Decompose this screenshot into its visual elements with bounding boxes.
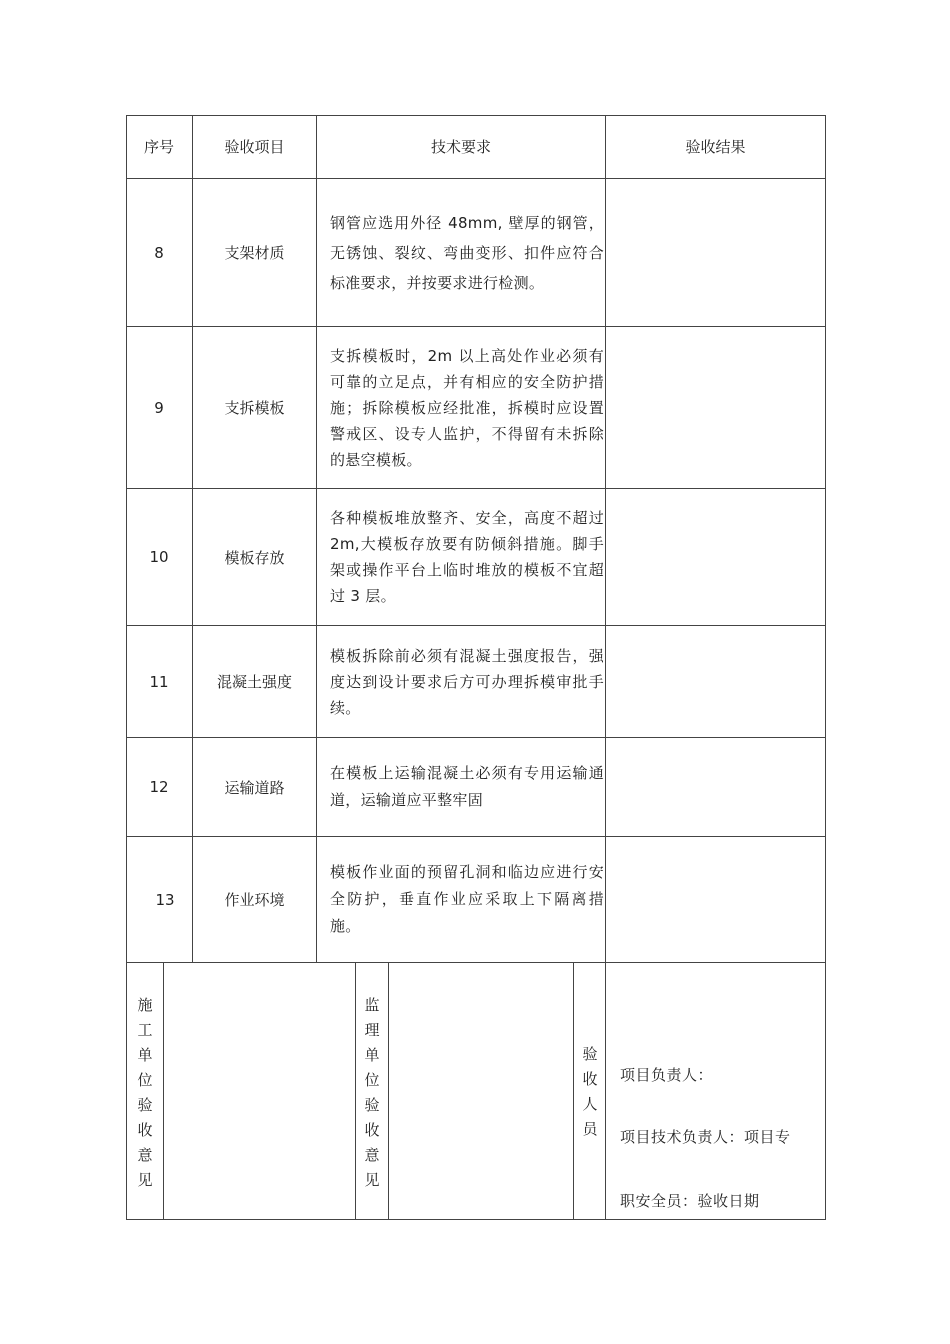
- row-requirement: 支拆模板时，2m 以上高处作业必须有可靠的立足点，并有相应的安全防护措施；拆除模板应经批准，拆模时应设置警戒区、设专人监护，不得留有未拆除的悬空模板。: [330, 346, 604, 469]
- row-requirement: 模板作业面的预留孔洞和临边应进行安全防护，垂直作业应采取上下隔离措施。: [330, 863, 604, 935]
- table-border-right: [825, 115, 826, 1220]
- construction-opinion-label: 施 工 单 位 验 收 意 见: [137, 996, 153, 1189]
- header-item: 验收项目: [224, 138, 285, 156]
- row-result[interactable]: [606, 179, 825, 326]
- footer-col-divider: [355, 962, 356, 1220]
- row-item: 模板存放: [224, 548, 285, 567]
- header-requirements: 技术要求: [430, 138, 491, 156]
- row-item: 支架材质: [224, 244, 285, 262]
- personnel-label: 验 收 人 员: [582, 1045, 598, 1138]
- row-requirement: 钢管应选用外径 48mm, 壁厚的钢管，无锈蚀、裂纹、弯曲变形、扣件应符合标准要求，并按要求进行检测。: [330, 213, 604, 292]
- footer-col-divider: [573, 962, 574, 1220]
- row-seq: 12: [149, 778, 169, 796]
- signature-safety-officer: 职安全员：验收日期: [620, 1192, 760, 1210]
- table-border-bottom: [126, 1219, 826, 1220]
- row-item: 混凝土强度: [216, 673, 292, 691]
- row-seq: 11: [149, 672, 169, 691]
- row-result[interactable]: [606, 837, 825, 962]
- row-seq: 10: [149, 548, 169, 566]
- header-seq: 序号: [143, 138, 174, 156]
- header-result: 验收结果: [685, 138, 746, 156]
- col-divider: [316, 115, 317, 963]
- row-seq: 13: [155, 890, 175, 909]
- supervision-opinion-label: 监 理 单 位 验 收 意 见: [364, 996, 380, 1189]
- row-item: 作业环境: [224, 891, 285, 909]
- row-result[interactable]: [606, 738, 825, 836]
- row-item: 运输道路: [224, 778, 285, 797]
- row-requirement: 各种模板堆放整齐、安全，高度不超过 2m,大模板存放要有防倾斜措施。脚手架或操作平台上临时堆放的模板不宜超过 3 层。: [330, 509, 604, 605]
- construction-opinion-field[interactable]: [164, 963, 355, 1219]
- signature-project-manager: 项目负责人：: [620, 1066, 714, 1084]
- row-seq: 9: [154, 398, 164, 417]
- row-item: 支拆模板: [224, 399, 285, 417]
- row-result[interactable]: [606, 327, 825, 488]
- signature-technical-manager: 项目技术负责人：项目专: [620, 1128, 791, 1146]
- row-seq: 8: [154, 243, 164, 262]
- supervision-opinion-field[interactable]: [389, 963, 573, 1219]
- row-result[interactable]: [606, 626, 825, 737]
- acceptance-table: [126, 115, 826, 1220]
- row-requirement: 模板拆除前必须有混凝土强度报告，强度达到设计要求后方可办理拆模审批手续。: [330, 646, 604, 717]
- row-result[interactable]: [606, 489, 825, 625]
- row-requirement: 在模板上运输混凝土必须有专用运输通道，运输道应平整牢固: [330, 764, 604, 809]
